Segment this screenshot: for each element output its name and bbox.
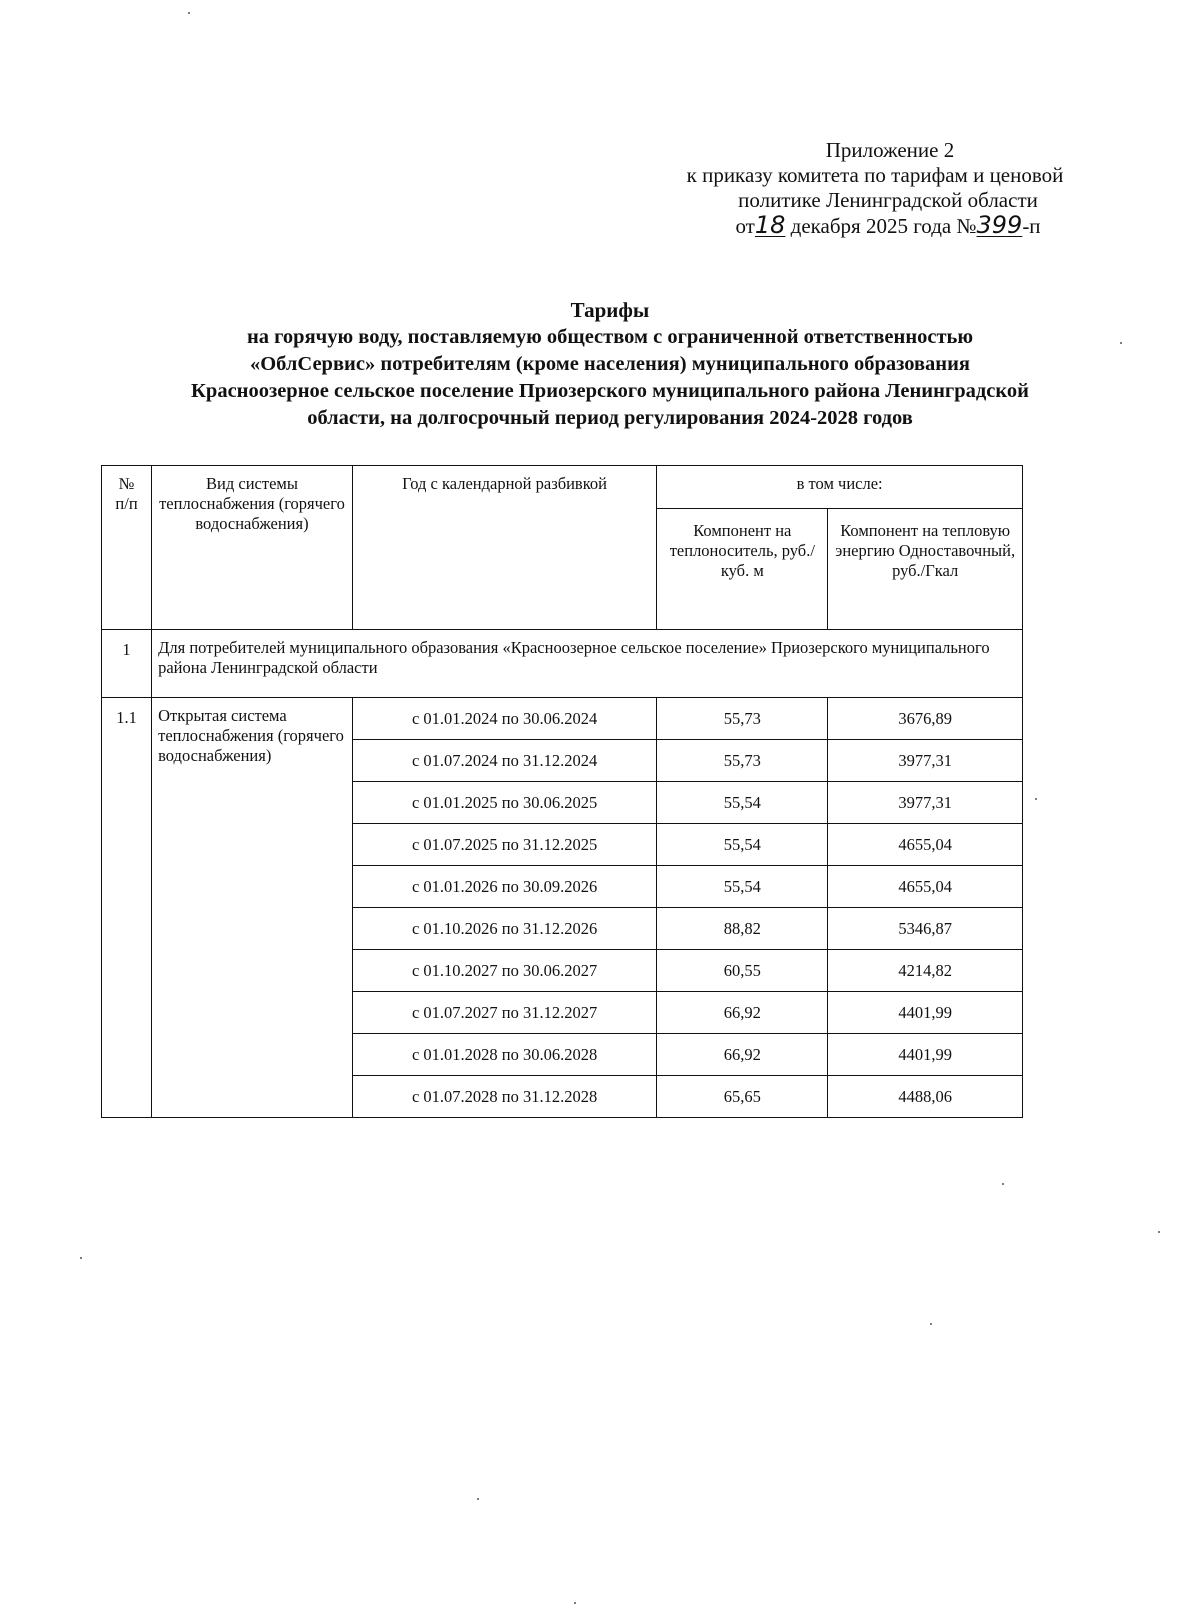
appendix-date-number [620, 213, 1130, 239]
tariff-table [101, 465, 1023, 1118]
row-component-heat: 3676,89 [828, 698, 1023, 740]
row-component-coolant: 66,92 [657, 992, 828, 1034]
appendix-block [620, 138, 1130, 239]
header-num-symbol: № [118, 474, 135, 493]
row-period: с 01.01.2024 по 30.06.2024 [352, 698, 656, 740]
row-component-heat: 3977,31 [828, 740, 1023, 782]
row-component-coolant: 88,82 [657, 908, 828, 950]
section-num: 1 [102, 630, 152, 698]
row-period: с 01.07.2024 по 31.12.2024 [352, 740, 656, 782]
title-line-2: на горячую воду, поставляемую обществом с ограниченной ответственностью [246, 326, 974, 348]
scan-speck [1002, 1183, 1004, 1185]
row-component-heat: 4401,99 [828, 1034, 1023, 1076]
scan-speck [930, 1323, 932, 1325]
row-period: с 01.01.2025 по 30.06.2025 [352, 782, 656, 824]
date-prefix: от [735, 214, 755, 238]
header-period: Год с календарной разбивкой [352, 466, 656, 630]
date-middle: декабря 2025 года № [790, 214, 977, 238]
row-component-heat: 5346,87 [828, 908, 1023, 950]
title-line-4: Красноозерное сельское поселение Приозерского муниципального района Ленинградской [191, 380, 1029, 402]
document-title [90, 297, 1130, 432]
group-num: 1.1 [102, 698, 152, 1118]
scan-speck [1158, 1231, 1160, 1233]
scan-speck [574, 1602, 576, 1604]
section-row [102, 630, 1023, 698]
scan-speck [1035, 798, 1037, 800]
row-period: с 01.10.2026 по 31.12.2026 [352, 908, 656, 950]
row-component-coolant: 60,55 [657, 950, 828, 992]
row-period: с 01.01.2028 по 30.06.2028 [352, 1034, 656, 1076]
row-component-heat: 3977,31 [828, 782, 1023, 824]
appendix-title: Приложение 2 [825, 138, 955, 162]
number-suffix: -п [1022, 214, 1041, 238]
row-component-heat: 4214,82 [828, 950, 1023, 992]
row-component-heat: 4655,04 [828, 824, 1023, 866]
row-component-coolant: 55,73 [657, 740, 828, 782]
scan-speck [477, 1498, 479, 1500]
title-main: Тарифы [570, 298, 650, 322]
header-component-coolant: Компонент на теплоноситель, руб./куб. м [657, 509, 828, 630]
row-component-coolant: 55,54 [657, 782, 828, 824]
appendix-authority: политике Ленинградской области [738, 188, 1038, 212]
row-component-heat: 4655,04 [828, 866, 1023, 908]
row-component-coolant: 55,54 [657, 866, 828, 908]
tariff-rows [102, 698, 1023, 1118]
group-system-type: Открытая система теплоснабжения (горячего водоснабжения) [152, 698, 353, 1118]
header-num-abbr: п/п [115, 494, 138, 513]
handwritten-day: 18 [754, 211, 786, 239]
table-row [102, 698, 1023, 740]
appendix-order-reference: к приказу комитета по тарифам и ценовой [686, 163, 1064, 187]
header-row [102, 466, 1023, 509]
row-period: с 01.10.2027 по 30.06.2027 [352, 950, 656, 992]
row-component-heat: 4488,06 [828, 1076, 1023, 1118]
row-period: с 01.07.2025 по 31.12.2025 [352, 824, 656, 866]
title-line-5: области, на долгосрочный период регулирования 2024-2028 годов [307, 407, 913, 429]
title-line-3: «ОблСервис» потребителям (кроме населения) муниципального образования [249, 353, 971, 375]
row-period: с 01.07.2027 по 31.12.2027 [352, 992, 656, 1034]
scan-speck [80, 1257, 82, 1259]
row-component-coolant: 66,92 [657, 1034, 828, 1076]
header-system-type: Вид системы теплоснабжения (горячего водоснабжения) [152, 466, 353, 630]
header-component-heat: Компонент на тепловую энергию Одноставочный, руб./Гкал [828, 509, 1023, 630]
row-component-coolant: 55,73 [657, 698, 828, 740]
row-period: с 01.01.2026 по 30.09.2026 [352, 866, 656, 908]
header-including: в том числе: [657, 466, 1023, 509]
row-component-coolant: 65,65 [657, 1076, 828, 1118]
row-component-heat: 4401,99 [828, 992, 1023, 1034]
scan-speck [1120, 342, 1122, 344]
section-description: Для потребителей муниципального образования «Красноозерное сельское поселение» Приозерского муниципального района Ленинградской области [152, 630, 1023, 698]
handwritten-order-number: 399 [976, 211, 1023, 239]
row-period: с 01.07.2028 по 31.12.2028 [352, 1076, 656, 1118]
row-component-coolant: 55,54 [657, 824, 828, 866]
scan-speck [188, 12, 190, 14]
header-num [102, 466, 152, 630]
